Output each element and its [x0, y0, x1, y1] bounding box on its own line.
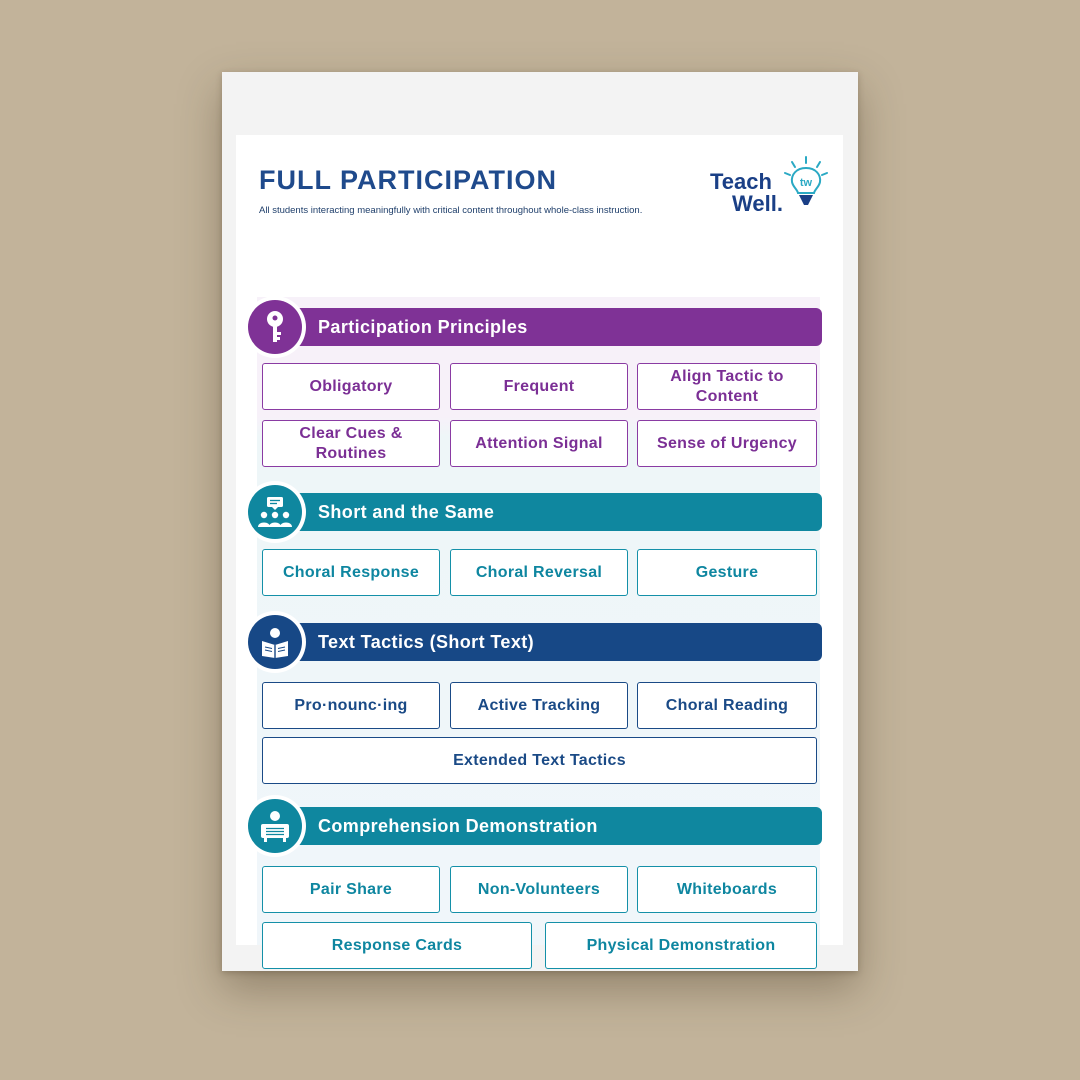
- poster-sheet: [236, 135, 843, 954]
- lightbulb-icon: [782, 155, 830, 211]
- tile-sense-of-urgency: Sense of Urgency: [637, 420, 817, 467]
- tile-clear-cues: Clear Cues & Routines: [262, 420, 440, 467]
- section-header-comprehension-demonstration: Comprehension Demonstration: [266, 807, 822, 845]
- section-icon-2: [248, 485, 302, 539]
- section-header-participation-principles: Participation Principles: [266, 308, 822, 346]
- tile-obligatory: Obligatory: [262, 363, 440, 410]
- section-icon-1: [248, 300, 302, 354]
- poster-paper: [222, 72, 858, 971]
- page-subtitle: All students interacting meaningfully with critical content throughout whole-class instruction.: [259, 205, 643, 216]
- tile-choral-reading: Choral Reading: [637, 682, 817, 729]
- logo-badge: tw: [799, 177, 813, 189]
- group-speech-icon: [257, 496, 293, 528]
- tile-choral-reversal: Choral Reversal: [450, 549, 628, 596]
- tile-gesture: Gesture: [637, 549, 817, 596]
- key-icon: [263, 310, 287, 344]
- teach-well-logo: [710, 155, 830, 219]
- tile-active-tracking: Active Tracking: [450, 682, 628, 729]
- section-header-short-and-same: Short and the Same: [266, 493, 822, 531]
- tile-physical-demonstration: Physical Demonstration: [545, 922, 817, 969]
- tile-non-volunteers: Non-Volunteers: [450, 866, 628, 913]
- tile-extended-text-tactics: Extended Text Tactics: [262, 737, 817, 784]
- tile-choral-response: Choral Response: [262, 549, 440, 596]
- tile-pair-share: Pair Share: [262, 866, 440, 913]
- tile-attention-signal: Attention Signal: [450, 420, 628, 467]
- tile-frequent: Frequent: [450, 363, 628, 410]
- reader-icon: [259, 626, 291, 658]
- section-header-text-tactics: Text Tactics (Short Text): [266, 623, 822, 661]
- whiteboard-person-icon: [258, 810, 292, 842]
- logo-text-teach: Teach: [710, 169, 772, 194]
- tile-pronouncing: Pro·nounc·ing: [262, 682, 440, 729]
- section-icon-3: [248, 615, 302, 669]
- tile-response-cards: Response Cards: [262, 922, 532, 969]
- tile-whiteboards: Whiteboards: [637, 866, 817, 913]
- logo-text-well: Well.: [732, 191, 783, 216]
- section-icon-4: [248, 799, 302, 853]
- tile-align-tactic: Align Tactic to Content: [637, 363, 817, 410]
- page-title: FULL PARTICIPATION: [259, 165, 557, 195]
